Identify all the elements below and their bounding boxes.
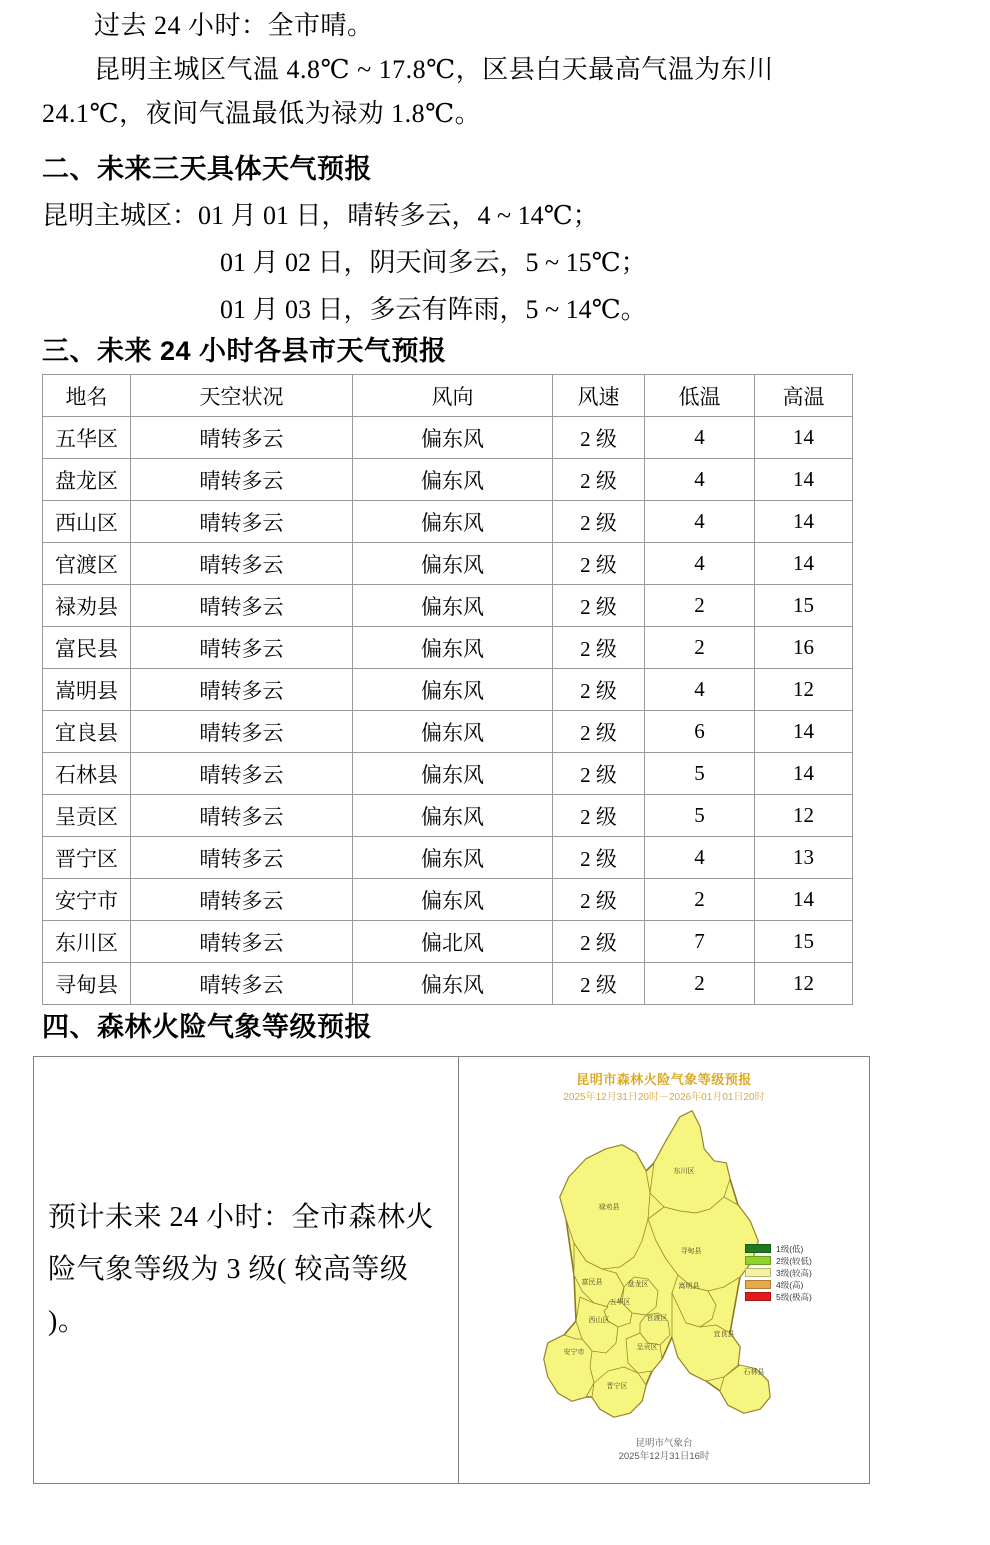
county-tmax: 13 — [755, 837, 853, 879]
map-credit-time: 2025年12月31日16时 — [618, 1451, 710, 1462]
legend-item — [745, 1243, 849, 1254]
county-wind-speed: 2 级 — [553, 963, 645, 1005]
legend-label: 1级(低) — [776, 1243, 804, 1254]
fire-risk-map-panel — [459, 1057, 869, 1483]
column-header-tmax: 高温 — [755, 375, 853, 417]
county-tmin: 4 — [645, 501, 755, 543]
county-tmax: 12 — [755, 963, 853, 1005]
legend-item — [745, 1279, 849, 1290]
county-tmax: 14 — [755, 501, 853, 543]
fire-risk-summary-text — [48, 1192, 440, 1348]
county-sky: 晴转多云 — [131, 627, 353, 669]
section-3-heading: 三、未来 24 小时各县市天气预报 — [42, 336, 447, 366]
county-tmin: 2 — [645, 585, 755, 627]
table-row — [43, 501, 853, 543]
column-header-tmin: 低温 — [645, 375, 755, 417]
county-sky: 晴转多云 — [131, 585, 353, 627]
county-sky: 晴转多云 — [131, 459, 353, 501]
county-tmin: 5 — [645, 753, 755, 795]
county-sky: 晴转多云 — [131, 711, 353, 753]
section-2-heading: 二、未来三天具体天气预报 — [42, 154, 372, 184]
county-sky: 晴转多云 — [131, 543, 353, 585]
county-wind-dir: 偏东风 — [353, 627, 553, 669]
county-wind-dir: 偏东风 — [353, 879, 553, 921]
table-row — [43, 921, 853, 963]
county-sky: 晴转多云 — [131, 879, 353, 921]
county-wind-speed: 2 级 — [553, 501, 645, 543]
legend-item — [745, 1255, 849, 1266]
county-name: 五华区 — [43, 417, 131, 459]
county-tmax: 14 — [755, 879, 853, 921]
county-tmin: 4 — [645, 543, 755, 585]
legend-color-swatch — [745, 1256, 771, 1265]
county-tmax: 14 — [755, 543, 853, 585]
county-wind-speed: 2 级 — [553, 585, 645, 627]
table-row — [43, 459, 853, 501]
three-day-forecast-line-1 — [42, 192, 942, 239]
column-header-wind-dir: 风向 — [353, 375, 553, 417]
table-row — [43, 753, 853, 795]
map-credit — [459, 1437, 869, 1463]
county-sky: 晴转多云 — [131, 753, 353, 795]
map-label-禄劝县: 禄劝县 — [598, 1204, 620, 1211]
county-tmax: 12 — [755, 795, 853, 837]
section-4-heading: 四、森林火险气象等级预报 — [42, 1012, 372, 1042]
fire-risk-summary-panel — [34, 1057, 459, 1483]
legend-color-swatch — [745, 1244, 771, 1253]
table-row — [43, 879, 853, 921]
county-wind-speed: 2 级 — [553, 711, 645, 753]
county-name: 呈贡区 — [43, 795, 131, 837]
legend-item — [745, 1267, 849, 1278]
legend-label: 3级(较高) — [776, 1267, 812, 1278]
county-tmin: 2 — [645, 627, 755, 669]
city-temp-line-1: 昆明主城区气温 4.8℃ ~ 17.8℃，区县白天最高气温为东川 — [94, 55, 774, 84]
table-row — [43, 963, 853, 1005]
intro-section — [42, 4, 942, 136]
county-tmin: 4 — [645, 669, 755, 711]
county-tmax: 15 — [755, 585, 853, 627]
map-label-盘龙区: 盘龙区 — [627, 1281, 649, 1288]
county-tmax: 14 — [755, 711, 853, 753]
table-row — [43, 669, 853, 711]
county-tmin: 2 — [645, 963, 755, 1005]
map-subtitle: 2025年12月31日20时－2026年01月01日20时 — [563, 1092, 765, 1103]
county-sky: 晴转多云 — [131, 795, 353, 837]
county-tmin: 4 — [645, 837, 755, 879]
county-name: 官渡区 — [43, 543, 131, 585]
legend-color-swatch — [745, 1268, 771, 1277]
county-name: 石林县 — [43, 753, 131, 795]
map-label-西山区: 西山区 — [588, 1317, 610, 1324]
county-wind-dir: 偏东风 — [353, 963, 553, 1005]
table-row — [43, 837, 853, 879]
map-legend — [745, 1243, 849, 1303]
county-tmax: 15 — [755, 921, 853, 963]
legend-label: 4级(高) — [776, 1279, 804, 1290]
forecast-day-1: 01 月 01 日，晴转多云，4 ~ 14℃； — [198, 201, 599, 230]
county-wind-dir: 偏东风 — [353, 417, 553, 459]
county-wind-dir: 偏东风 — [353, 585, 553, 627]
county-wind-speed: 2 级 — [553, 543, 645, 585]
table-row — [43, 543, 853, 585]
map-region-shapes — [544, 1111, 770, 1417]
main-city-label: 昆明主城区： — [42, 201, 199, 230]
county-sky: 晴转多云 — [131, 501, 353, 543]
table-header-row — [43, 375, 853, 417]
county-name: 西山区 — [43, 501, 131, 543]
county-wind-dir: 偏北风 — [353, 921, 553, 963]
county-tmax: 14 — [755, 417, 853, 459]
map-credit-agency: 昆明市气象台 — [635, 1438, 693, 1449]
legend-label: 5级(极高) — [776, 1291, 812, 1302]
fire-risk-summary-line-2: 险气象等级为 3 级( 较高等级 )。 — [48, 1254, 409, 1337]
map-label-石林县: 石林县 — [743, 1369, 765, 1376]
county-wind-speed: 2 级 — [553, 921, 645, 963]
county-wind-dir: 偏东风 — [353, 501, 553, 543]
column-header-name: 地名 — [43, 375, 131, 417]
county-sky: 晴转多云 — [131, 963, 353, 1005]
county-tmax: 12 — [755, 669, 853, 711]
map-label-呈贡区: 呈贡区 — [636, 1344, 658, 1351]
county-wind-speed: 2 级 — [553, 669, 645, 711]
table-row — [43, 585, 853, 627]
county-sky: 晴转多云 — [131, 417, 353, 459]
county-name: 晋宁区 — [43, 837, 131, 879]
map-label-安宁市: 安宁市 — [563, 1349, 585, 1356]
county-name: 盘龙区 — [43, 459, 131, 501]
legend-color-swatch — [745, 1280, 771, 1289]
county-name: 安宁市 — [43, 879, 131, 921]
legend-label: 2级(较低) — [776, 1255, 812, 1266]
county-wind-speed: 2 级 — [553, 627, 645, 669]
county-tmin: 5 — [645, 795, 755, 837]
map-label-宜良县: 宜良县 — [713, 1331, 735, 1338]
county-name: 寻甸县 — [43, 963, 131, 1005]
county-tmin: 4 — [645, 417, 755, 459]
table-row — [43, 417, 853, 459]
county-wind-speed: 2 级 — [553, 837, 645, 879]
county-tmax: 16 — [755, 627, 853, 669]
county-wind-dir: 偏东风 — [353, 837, 553, 879]
county-sky: 晴转多云 — [131, 669, 353, 711]
county-tmax: 14 — [755, 459, 853, 501]
county-wind-dir: 偏东风 — [353, 543, 553, 585]
map-region-anning — [544, 1335, 594, 1401]
legend-color-swatch — [745, 1292, 771, 1301]
map-label-晋宁区: 晋宁区 — [606, 1383, 628, 1390]
three-day-forecast-section — [42, 146, 942, 333]
county-tmax: 14 — [755, 753, 853, 795]
county-wind-dir: 偏东风 — [353, 711, 553, 753]
table-row — [43, 711, 853, 753]
county-wind-dir: 偏东风 — [353, 753, 553, 795]
fire-risk-summary-line-1: 预计未来 24 小时：全市森林火 — [48, 1202, 435, 1233]
county-name: 宜良县 — [43, 711, 131, 753]
map-region-dongchuan — [650, 1111, 730, 1213]
county-sky: 晴转多云 — [131, 837, 353, 879]
county-name: 禄劝县 — [43, 585, 131, 627]
county-wind-speed: 2 级 — [553, 459, 645, 501]
table-row — [43, 627, 853, 669]
map-label-官渡区: 官渡区 — [646, 1315, 668, 1322]
map-label-寻甸县: 寻甸县 — [680, 1248, 702, 1255]
county-name: 富民县 — [43, 627, 131, 669]
forecast-day-3: 01 月 03 日，多云有阵雨，5 ~ 14℃。 — [220, 295, 647, 324]
county-forecast-table — [42, 374, 853, 1005]
county-tmin: 7 — [645, 921, 755, 963]
forecast-day-2: 01 月 02 日，阴天间多云，5 ~ 15℃； — [220, 248, 647, 277]
three-day-forecast-line-3 — [42, 286, 942, 333]
map-label-富民县: 富民县 — [581, 1279, 603, 1286]
three-day-forecast-line-2 — [42, 239, 942, 286]
county-wind-dir: 偏东风 — [353, 459, 553, 501]
county-sky: 晴转多云 — [131, 921, 353, 963]
map-label-东川区: 东川区 — [673, 1168, 695, 1175]
county-wind-speed: 2 级 — [553, 795, 645, 837]
map-label-嵩明县: 嵩明县 — [678, 1283, 700, 1290]
county-tmin: 6 — [645, 711, 755, 753]
county-name: 东川区 — [43, 921, 131, 963]
column-header-wind-speed: 风速 — [553, 375, 645, 417]
table-row — [43, 795, 853, 837]
past-24h-text: 过去 24 小时：全市晴。 — [94, 11, 374, 40]
county-tmin: 2 — [645, 879, 755, 921]
county-wind-dir: 偏东风 — [353, 669, 553, 711]
county-wind-dir: 偏东风 — [353, 795, 553, 837]
county-tmin: 4 — [645, 459, 755, 501]
county-wind-speed: 2 级 — [553, 753, 645, 795]
city-temp-line-2: 24.1℃，夜间气温最低为禄劝 1.8℃。 — [42, 99, 482, 128]
legend-item — [745, 1291, 849, 1302]
map-title: 昆明市森林火险气象等级预报 — [576, 1072, 752, 1087]
column-header-sky: 天空状况 — [131, 375, 353, 417]
county-name: 嵩明县 — [43, 669, 131, 711]
county-wind-speed: 2 级 — [553, 879, 645, 921]
map-label-五华区: 五华区 — [609, 1299, 631, 1306]
fire-risk-box — [33, 1056, 870, 1484]
county-wind-speed: 2 级 — [553, 417, 645, 459]
county-table-body — [43, 417, 853, 1005]
